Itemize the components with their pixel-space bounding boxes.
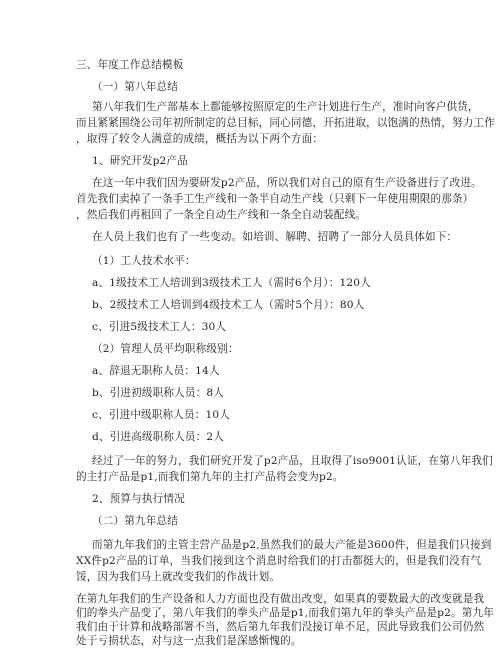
list-item: a、辞退无职称人员：14人 [92,365,220,377]
paragraph-line: 在这一年中我们因为要研发p2产品，所以我们对自己的原有生产设备进行了改进。 [92,177,482,189]
list-title: （1）工人技术水平： [92,255,196,267]
list-item: a、1级技术工人培训到3级技术工人（需时6个月）：120人 [92,277,371,289]
paragraph-line: 经过了一年的努力，我们研究开发了p2产品，且取得了iso9001认证，在第八年我们 [92,455,493,467]
list-item: c、引进5级技术工人：30人 [92,321,227,333]
subheading-year8: （一）第八年总结 [92,81,178,93]
paragraph-line: 的主打产品是p1,而我们第九年的主打产品将会变为p2。 [76,471,344,483]
paragraph-line: 而第九年我们的主管主营产品是p2,虽然我们的最大产能是3600件，但是我们只接到 [92,539,492,551]
paragraph-line: 馁，因为我们马上就改变我们的作战计划。 [76,571,281,583]
section-heading: 三、年度工作总结模板 [76,59,184,71]
paragraph-line: ，然后我们再租回了一条全自动生产线和一条全自动装配线。 [76,209,367,221]
list-item: b、引进初级职称人员：8人 [92,387,225,399]
item-heading: 1、研究开发p2产品 [92,155,188,167]
paragraph-line: 们的拳头产品变了，第八年我们的拳头产品是p1,而我们第九年的拳头产品是p2。第九年 [76,607,494,619]
paragraph-line: 第八年我们生产部基本上都能够按照原定的生产计划进行生产，准时向客户供货， [92,101,479,113]
paragraph-line: 在人员上我们也有了一些变动。如培训、解聘、招聘了一部分人员具体如下： [92,231,458,243]
list-title: （2）管理人员平均职称级别： [92,343,239,355]
paragraph-line: 首先我们卖掉了一条手工生产线和一条半自动生产线（只剩下一年使用期限的那条） [76,193,474,205]
list-item: b、2级技术工人培训到4级技术工人（需时5个月）：80人 [92,299,365,311]
paragraph-line: 在第九年我们的生产设备和人力方面也没有做出改变，如果真的要数最大的改变就是我 [76,593,485,605]
paragraph-line: XX件p2产品的订单，当我们接到这个消息时给我们的打击都挺大的，但是我们没有气 [76,555,482,567]
paragraph-line: 我们由于计算和战略部署不当，然后第九年我们没接订单不足，因此导致我们公司仍然 [76,621,485,633]
list-item: c、引进中级职称人员：10人 [92,409,231,421]
paragraph-line: ，取得了较令人满意的成绩，概括为以下两个方面： [76,133,324,145]
list-item: d、引进高级职称人员：2人 [92,431,225,443]
paragraph-line: 处于亏损状态，对与这一点我们是深感惭愧的。 [76,635,302,647]
subheading-year9: （二）第九年总结 [92,515,178,527]
item-heading: 2、预算与执行情况 [92,493,185,505]
paragraph-line: 而且紧紧围绕公司年初所制定的总目标，同心同德，开拓进取，以饱满的热情，努力工作 [76,117,496,129]
